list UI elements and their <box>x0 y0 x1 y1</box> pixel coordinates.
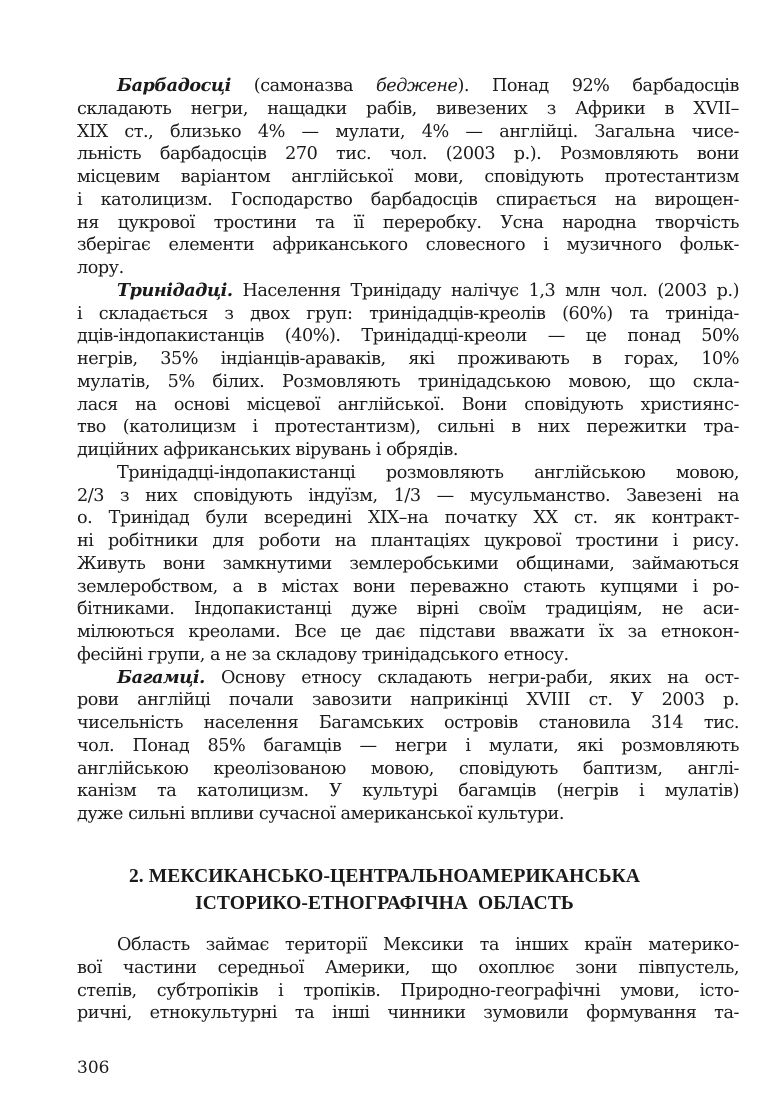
text-line <box>77 530 739 553</box>
text-segment: Тринідадці-індопакистанці розмовляють англійською мовою, <box>117 462 739 483</box>
text-segment: і складається з двох груп: тринідадців-креолів (60%) та триніда- <box>77 303 739 324</box>
text-segment: мілюються креолами. Все це дає підстави вважати їх за етнокон- <box>77 622 739 642</box>
text-segment: льність барбадосців 270 тис. чол. (2003 р.). Розмовляють вони <box>77 144 739 165</box>
text-line <box>77 758 739 781</box>
text-line <box>77 189 739 212</box>
text-segment: 2/3 з них сповідують індуїзм, 1/3 — мусульманство. Завезені на <box>77 485 739 506</box>
text-line <box>77 780 739 803</box>
text-line <box>77 621 739 644</box>
text-segment: місцевим варіантом англійської мови, сповідують протестантизм <box>77 167 739 187</box>
emphasized-text: Барбадосці <box>117 75 231 96</box>
text-segment: ні робітники для роботи на плантаціях цукрової тростини і рису. <box>77 531 739 551</box>
text-segment: землеробством, а в містах вони переважно стають купцями і ро- <box>77 576 739 597</box>
text-line <box>77 507 739 530</box>
text-line <box>77 553 739 576</box>
text-segment: канізм та католицизм. У культурі багамців (негрів і мулатів) <box>77 781 739 802</box>
text-line <box>77 689 739 712</box>
emphasized-text: Багамці. <box>117 666 205 688</box>
text-segment: бітниками. Індопакистанці дуже вірні своїм традиціям, не аси- <box>77 599 739 620</box>
text-segment: чисельність населення Багамських островів становила 314 тис. <box>77 713 739 733</box>
text-line <box>77 234 739 257</box>
section-heading-line: ІСТОРИКО-ЕТНОГРАФІЧНА ОБЛАСТЬ <box>195 893 574 914</box>
text-segment: зберігає елементи африканського словесного і музичного фольк- <box>77 235 739 256</box>
text-line <box>77 712 739 735</box>
text-line <box>77 598 739 621</box>
text-segment: дуже сильні впливи сучасної американської культури. <box>77 804 564 824</box>
text-line <box>77 303 739 326</box>
text-line <box>77 280 739 303</box>
text-line <box>77 934 739 957</box>
text-line <box>77 98 739 121</box>
text-segment: ня цукрової тростини та її переробку. Усна народна творчість <box>77 212 739 233</box>
text-line <box>77 75 739 98</box>
text-line <box>77 416 739 439</box>
emphasized-text: беджене <box>375 76 458 96</box>
text-line <box>77 166 739 189</box>
text-line <box>77 439 739 462</box>
text-segment: XIX ст., близько 4% — мулати, 4% — англійці. Загальна чисе- <box>77 121 739 142</box>
emphasized-text: Тринідадці. <box>117 279 233 301</box>
text-segment: рови англійці почали завозити наприкінці XVIII ст. У 2003 р. <box>77 690 739 711</box>
text-line <box>77 394 739 417</box>
text-segment: вої частини середньої Америки, що охоплює зони півпустель, <box>77 957 739 978</box>
text-segment: дців-індопакистанців (40%). Тринідадці-креоли — це понад 50% <box>77 326 739 347</box>
text-line <box>77 348 739 371</box>
text-segment: ). Понад 92% барбадосців <box>457 76 739 96</box>
text-segment: Населення Тринідаду налічує 1,3 млн чол. (2003 р.) <box>232 280 739 301</box>
text-segment: о. Тринідад були всередині XIX–на початку XX ст. як контракт- <box>77 508 739 529</box>
text-segment: чол. Понад 85% багамців — негри і мулати, які розмовляють <box>77 735 739 756</box>
text-segment: англійською креолізованою мовою, сповідують баптизм, англі- <box>77 758 739 779</box>
text-segment: тво (католицизм і протестантизм), сильні в них пережитки тра- <box>77 417 739 438</box>
text-line <box>77 980 739 1003</box>
text-segment: ричні, етнокультурні та інші чинники зумовили формування та- <box>77 1003 739 1024</box>
text-line <box>77 325 739 348</box>
text-segment: Область займає території Мексики та інших країн материко- <box>117 935 739 955</box>
text-segment: диційних африканських вірувань і обрядів. <box>77 440 459 460</box>
section-heading-line: 2. МЕКСИКАНСЬКО-ЦЕНТРАЛЬНОАМЕРИКАНСЬКА <box>128 866 641 887</box>
text-segment: складають негри, нащадки рабів, вивезених з Африки в XVII– <box>77 98 739 119</box>
text-segment: лору. <box>77 258 124 278</box>
text-line <box>77 735 739 758</box>
text-line <box>77 371 739 394</box>
text-segment: лася на основі місцевої англійської. Вони сповідують християнс- <box>77 394 739 415</box>
text-segment: степів, субтропіків і тропіків. Природно-географічні умови, істо- <box>77 980 739 1001</box>
text-line <box>77 576 739 599</box>
text-line <box>77 957 739 980</box>
text-segment: негрів, 35% індіанців-араваків, які проживають в горах, 10% <box>77 349 739 369</box>
text-segment: Основу етносу складають негри-раби, яких на ост- <box>204 667 739 688</box>
text-segment: фесійні групи, а не за складову тринідадського етносу. <box>77 644 569 665</box>
text-line <box>77 212 739 235</box>
text-line <box>77 257 739 280</box>
text-line <box>77 803 739 826</box>
text-segment: (самоназва <box>230 76 376 96</box>
text-line <box>77 1002 739 1025</box>
page-number: 306 <box>77 1058 110 1078</box>
section-heading <box>0 863 769 917</box>
text-segment: Живуть вони замкнутими землеробськими общинами, займаються <box>77 553 739 574</box>
text-segment: і католицизм. Господарство барбадосців спирається на вирощен- <box>77 189 739 210</box>
text-line <box>77 462 739 485</box>
text-line <box>77 644 739 667</box>
text-segment: мулатів, 5% білих. Розмовляють тринідадською мовою, що скла- <box>77 371 739 392</box>
section-text <box>77 934 739 1025</box>
body-text <box>77 75 739 826</box>
text-line <box>77 121 739 144</box>
text-line <box>77 667 739 690</box>
text-line <box>77 143 739 166</box>
text-line <box>77 485 739 508</box>
